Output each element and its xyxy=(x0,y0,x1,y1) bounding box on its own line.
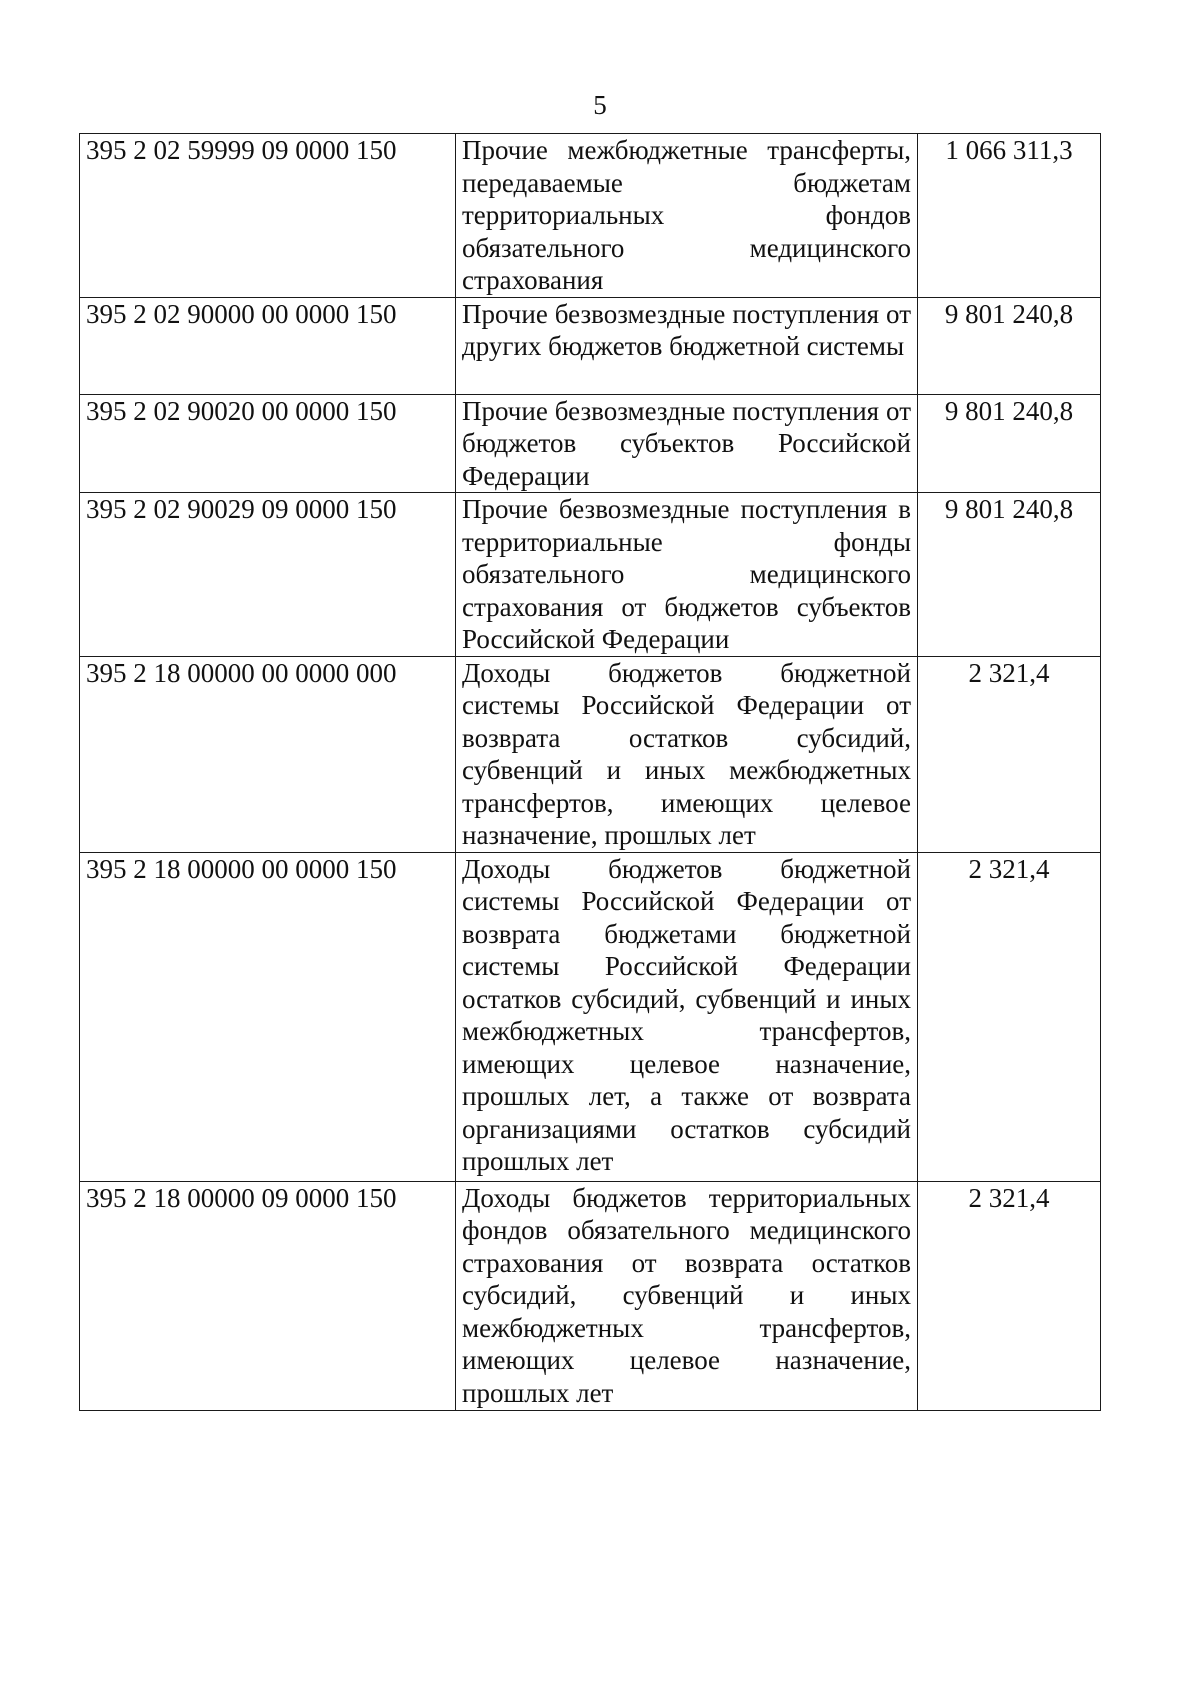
table-row xyxy=(80,1181,1101,1410)
table-row xyxy=(80,297,1101,394)
amount-cell: 2 321,4 xyxy=(918,852,1101,1181)
amount-cell: 1 066 311,3 xyxy=(918,134,1101,298)
revenue-name-cell: Доходы бюджетов территориальных фондов обязательного медицинского страхования от возврата остатков субсидий, субвенций и иных межбюджетных трансфертов, имеющих целевое назначение, прошлых лет xyxy=(456,1181,918,1410)
classification-code-cell: 395 2 02 90020 00 0000 150 xyxy=(80,394,456,493)
amount-cell: 2 321,4 xyxy=(918,656,1101,852)
page-number: 5 xyxy=(593,90,607,120)
classification-code-cell: 395 2 18 00000 00 0000 000 xyxy=(80,656,456,852)
revenue-name-cell: Доходы бюджетов бюджетной системы Российской Федерации от возврата остатков субсидий, субвенций и иных межбюджетных трансфертов, имеющих целевое назначение, прошлых лет xyxy=(456,656,918,852)
classification-code-cell: 395 2 02 90000 00 0000 150 xyxy=(80,297,456,394)
classification-code-cell: 395 2 02 90029 09 0000 150 xyxy=(80,493,456,657)
amount-cell: 9 801 240,8 xyxy=(918,394,1101,493)
table-row xyxy=(80,656,1101,852)
classification-code-cell: 395 2 18 00000 00 0000 150 xyxy=(80,852,456,1181)
revenue-name-cell: Прочие безвозмездные поступления от бюджетов субъектов Российской Федерации xyxy=(456,394,918,493)
table-row xyxy=(80,852,1101,1181)
classification-code-cell: 395 2 02 59999 09 0000 150 xyxy=(80,134,456,298)
budget-revenue-table xyxy=(79,133,1101,1411)
table-row xyxy=(80,134,1101,298)
amount-cell: 2 321,4 xyxy=(918,1181,1101,1410)
table-row xyxy=(80,493,1101,657)
revenue-name-cell: Прочие безвозмездные поступления в территориальные фонды обязательного медицинского страхования от бюджетов субъектов Российской Федерации xyxy=(456,493,918,657)
amount-cell: 9 801 240,8 xyxy=(918,297,1101,394)
revenue-name-cell: Прочие межбюджетные трансферты, передаваемые бюджетам территориальных фондов обязательного медицинского страхования xyxy=(456,134,918,298)
revenue-name-cell: Доходы бюджетов бюджетной системы Российской Федерации от возврата бюджетами бюджетной системы Российской Федерации остатков субсидий, субвенций и иных межбюджетных трансфертов, имеющих целевое назначение, прошлых лет, а также от возврата организациями остатков субсидий прошлых лет xyxy=(456,852,918,1181)
amount-cell: 9 801 240,8 xyxy=(918,493,1101,657)
table-row xyxy=(80,394,1101,493)
classification-code-cell: 395 2 18 00000 09 0000 150 xyxy=(80,1181,456,1410)
revenue-name-cell: Прочие безвозмездные поступления от других бюджетов бюджетной системы xyxy=(456,297,918,394)
